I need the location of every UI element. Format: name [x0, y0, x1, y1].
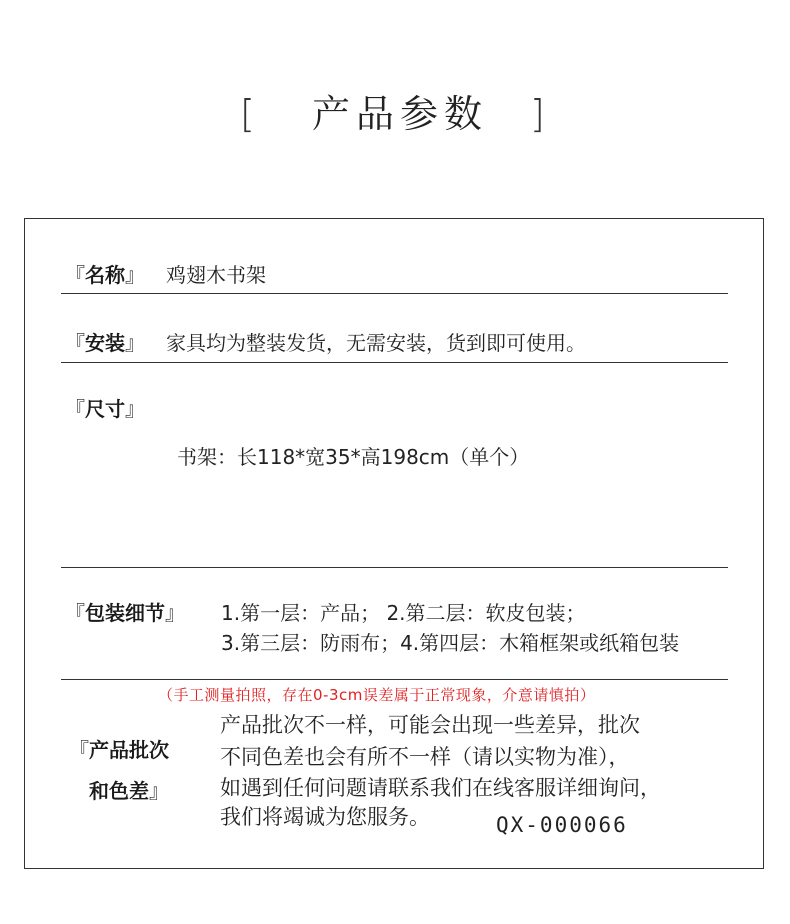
package-label: 『包装细节』 — [65, 601, 185, 625]
measurement-note: （手工测量拍照，存在0-3cm误差属于正常现象，介意请慎拍） — [158, 686, 596, 704]
divider — [61, 567, 728, 568]
color-text-line: 不同色差也会有所不一样（请以实物为准）， — [220, 745, 630, 769]
size-value: 书架：长118*宽35*高198cm（单个） — [177, 445, 530, 469]
name-label: 『名称』 — [65, 263, 145, 287]
color-text-line: 产品批次不一样，可能会出现一些差异，批次 — [220, 713, 640, 737]
product-code: QX-000066 — [496, 813, 628, 837]
heading-left-bracket: [ — [240, 92, 255, 136]
heading-right-bracket: ] — [530, 92, 545, 136]
name-value: 鸡翅木书架 — [166, 263, 266, 287]
color-label-line-2: 和色差』 — [89, 779, 169, 803]
package-line-1: 1.第一层：产品； 2.第二层：软皮包装； — [221, 601, 586, 625]
install-label: 『安装』 — [65, 331, 145, 355]
color-text-line: 如遇到任何问题请联系我们在线客服详细询问， — [220, 776, 661, 800]
divider — [61, 679, 728, 680]
section-heading — [0, 88, 790, 144]
color-text-line: 我们将竭诚为您服务。 — [220, 805, 430, 829]
divider — [61, 293, 728, 294]
install-value: 家具均为整装发货，无需安装，货到即可使用。 — [166, 331, 586, 355]
color-label-line-1: 『产品批次 — [69, 738, 169, 762]
page-title: 产品参数 — [312, 92, 489, 136]
size-label: 『尺寸』 — [65, 397, 145, 421]
divider — [61, 362, 728, 363]
parameters-frame — [24, 218, 764, 869]
package-line-2: 3.第三层：防雨布；4.第四层：木箱框架或纸箱包装 — [221, 631, 680, 655]
